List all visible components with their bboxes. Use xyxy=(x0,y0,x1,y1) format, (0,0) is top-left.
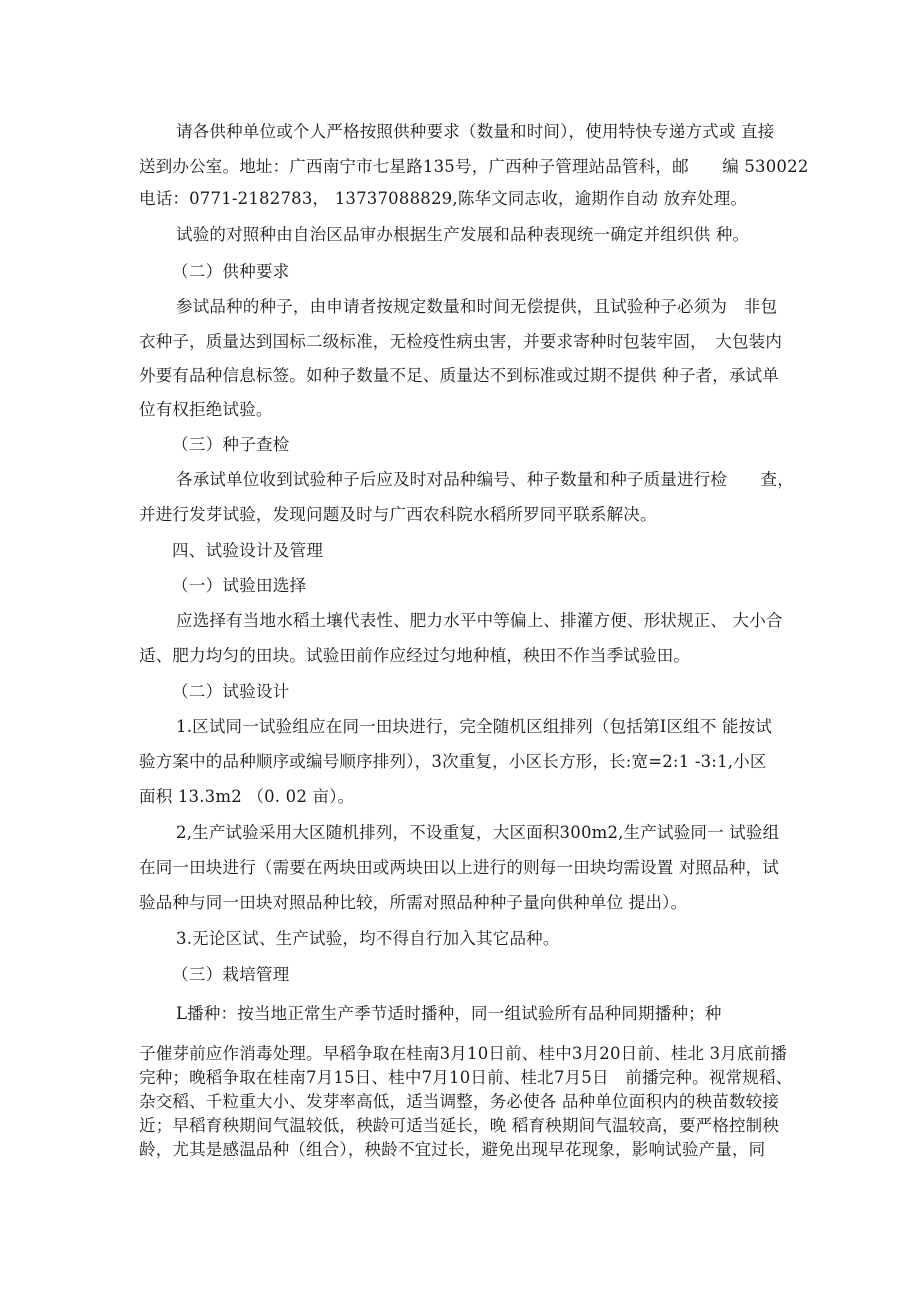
text-line: 完种；晚稻争取在桂南7月15日、桂中7月10日前、桂北7月5日 前播完种。视常规稻、 xyxy=(139,1068,793,1087)
section-heading: （三）栽培管理 xyxy=(172,965,290,984)
section-heading: （二）供种要求 xyxy=(172,262,290,281)
text-line: 子催芽前应作消毒处理。早稻争取在桂南3月10日前、桂中3月20日前、桂北 3月底前播 xyxy=(139,1044,788,1063)
text-line: 试验的对照种由自治区品审办根据生产发展和品种表现统一确定并组织供 种。 xyxy=(176,225,750,244)
text-line: 杂交稻、千粒重大小、发芽率高低，适当调整，务必使各 品种单位面积内的秧苗数较接 xyxy=(139,1092,780,1111)
text-line: 位有权拒绝试验。 xyxy=(139,400,273,419)
text-line: 适、肥力均匀的田块。试验田前作应经过匀地种植，秧田不作当季试验田。 xyxy=(139,646,691,665)
text-line: 送到办公室。地址：广西南宁市七星路135号，广西种子管理站品管科，邮 编 530022 xyxy=(139,157,809,176)
text-line: L播种：按当地正常生产季节适时播种，同一组试验所有品种同期播种；种 xyxy=(176,1004,722,1023)
text-line: 3.无论区试、生产试验，均不得自行加入其它品种。 xyxy=(176,929,560,948)
section-heading: （二）试验设计 xyxy=(172,682,290,701)
text-line: 面积 13.3m2 （0. 02 亩）。 xyxy=(139,787,355,806)
section-heading: （一）试验田选择 xyxy=(172,576,307,595)
text-line: 龄，尤其是感温品种（组合），秧龄不宜过长，避免出现早花现象，影响试验产量，同 xyxy=(139,1140,766,1159)
text-line: 请各供种单位或个人严格按照供种要求（数量和时间），使用特快专递方式或 直接 xyxy=(176,122,775,141)
text-line: 应选择有当地水稻土壤代表性、肥力水平中等偏上、排灌方便、形状规正、 大小合 xyxy=(176,611,783,630)
text-line: 2,生产试验采用大区随机排列，不设重复，大区面积300m2,生产试验同一 试验组 xyxy=(176,823,780,842)
section-heading: 四、试验设计及管理 xyxy=(172,541,324,560)
text-line: 外要有品种信息标签。如种子数量不足、质量达不到标准或过期不提供 种子者，承试单 xyxy=(139,366,780,385)
text-line: 各承试单位收到试验种子后应及时对品种编号、种子数量和种子质量进行检 查， xyxy=(176,470,794,489)
text-line: 衣种子，质量达到国标二级标准，无检疫性病虫害，并要求寄种时包装牢固， 大包装内 xyxy=(139,332,783,351)
text-line: 验品种与同一田块对照品种比较，所需对照品种种子量向供种单位 提出）。 xyxy=(139,893,688,912)
section-heading: （三）种子查检 xyxy=(172,435,290,454)
text-line: 参试品种的种子，由申请者按规定数量和时间无偿提供，且试验种子必须为 非包 xyxy=(176,297,778,316)
text-line: 并进行发芽试验，发现问题及时与广西农科院水稻所罗同平联系解决。 xyxy=(139,505,657,524)
text-line: 在同一田块进行（需要在两块田或两块田以上进行的则每一田块均需设置 对照品种，试 xyxy=(139,858,780,877)
text-line: 电话：0771-2182783， 13737088829,陈华文同志收，逾期作自动 放弃处理。 xyxy=(139,189,748,208)
text-line: 1.区试同一试验组应在同一田块进行，完全随机区组排列（包括第Ⅰ区组不 能按试 xyxy=(176,717,773,736)
text-line: 验方案中的品种顺序或编号顺序排列），3次重复，小区长方形，长:宽=2:1 -3:1,小区 xyxy=(139,752,767,771)
text-line: 近；早稻育秧期间气温较低，秧龄可适当延长，晚 稻育秧期间气温较高，要严格控制秧 xyxy=(139,1116,780,1135)
